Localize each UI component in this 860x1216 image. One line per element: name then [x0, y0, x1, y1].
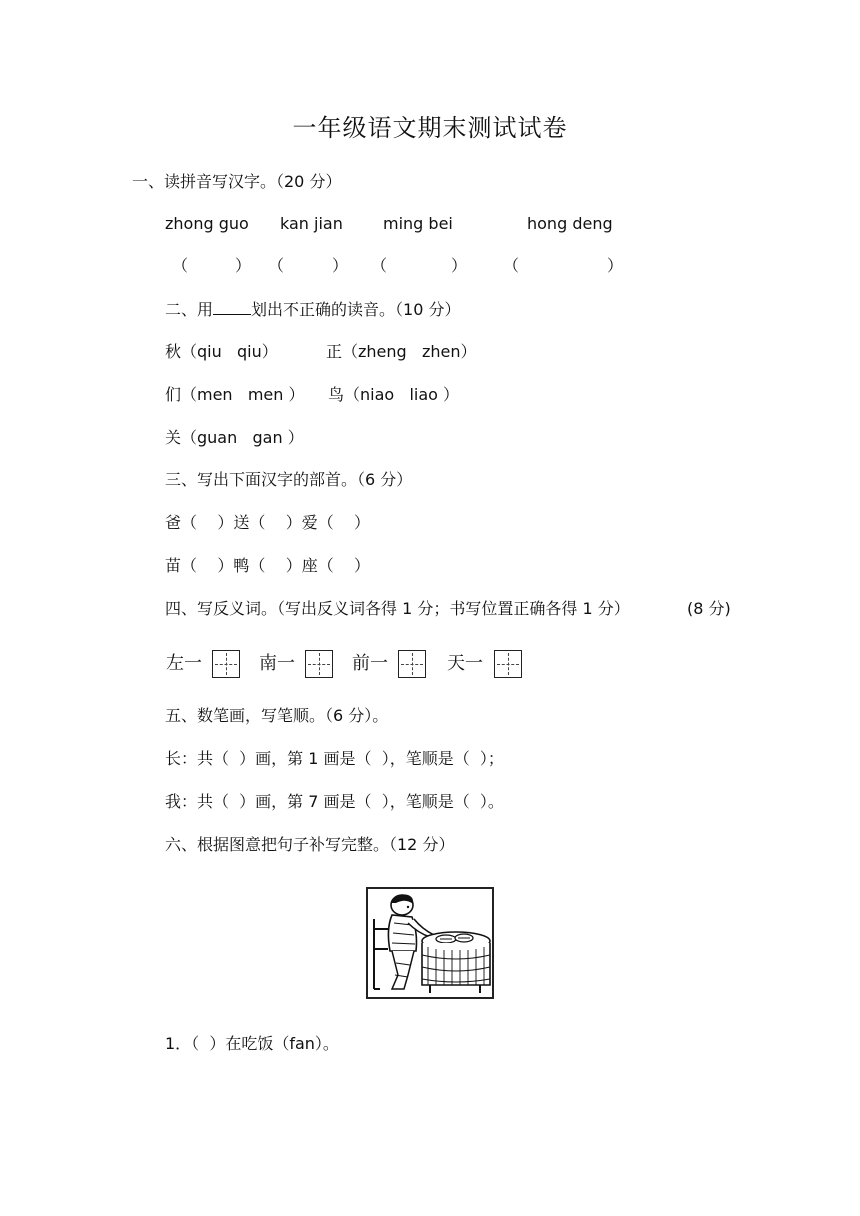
- answer-blank-open[interactable]: （: [503, 256, 520, 275]
- stroke-line: 我：共（ ）画，第 7 画是（ ），笔顺是（ ）。: [165, 792, 504, 811]
- antonym-prompt: 左一: [166, 653, 202, 674]
- question-1-heading: 一、读拼音写汉字。（20 分）: [132, 172, 342, 191]
- reading-option: 关（guan gan ）: [165, 428, 304, 447]
- question-6-heading: 六、根据图意把句子补写完整。（12 分）: [165, 835, 455, 854]
- heading-text: 划出不正确的读音。（10 分）: [251, 300, 461, 319]
- question-4-heading: 四、写反义词。（写出反义词各得 1 分；书写位置正确各得 1 分）: [165, 599, 630, 618]
- sentence-item: 1．（ ）在吃饭（fan）。: [165, 1034, 339, 1053]
- radical-line: 苗（ ）鸭（ ）座（ ）: [165, 556, 371, 575]
- page-title: 一年级语文期末测试试卷: [292, 114, 568, 142]
- pinyin-item: kan jian: [280, 214, 343, 233]
- answer-blank-open[interactable]: （: [371, 256, 388, 275]
- reading-option: 秋（qiu qiu）: [165, 342, 278, 361]
- reading-option: 鸟（niao liao ）: [328, 385, 460, 404]
- points-label: (8 分): [687, 599, 731, 618]
- illustration-drawing: [368, 889, 492, 997]
- stroke-line: 长：共（ ）画，第 1 画是（ ），笔顺是（ ）；: [165, 749, 504, 768]
- underline-blank: [213, 299, 251, 315]
- pinyin-item: ming bei: [383, 214, 453, 233]
- answer-blank-close: ）: [607, 256, 624, 275]
- reading-option: 正（zheng zhen）: [326, 342, 477, 361]
- pinyin-item: zhong guo: [165, 214, 249, 233]
- antonym-prompt: 前一: [352, 653, 388, 674]
- writing-grid-box[interactable]: [212, 650, 240, 678]
- writing-grid-box[interactable]: [494, 650, 522, 678]
- heading-text: 二、用: [165, 300, 214, 319]
- answer-blank-open[interactable]: （: [172, 256, 189, 275]
- answer-blank-close: ）: [332, 256, 349, 275]
- reading-option: 们（men men ）: [165, 385, 305, 404]
- question-2-heading: [165, 299, 460, 320]
- radical-line: 爸（ ）送（ ）爱（ ）: [165, 513, 371, 532]
- question-3-heading: 三、写出下面汉字的部首。（6 分）: [165, 470, 413, 489]
- answer-blank-close: ）: [235, 256, 252, 275]
- answer-blank-close: ）: [451, 256, 468, 275]
- writing-grid-box[interactable]: [305, 650, 333, 678]
- antonym-prompt: 天一: [447, 653, 483, 674]
- question-5-heading: 五、数笔画，写笔顺。（6 分）。: [165, 706, 389, 725]
- pinyin-item: hong deng: [527, 214, 613, 233]
- writing-grid-box[interactable]: [398, 650, 426, 678]
- antonym-prompt: 南一: [259, 653, 295, 674]
- boy-eating-illustration: [366, 887, 494, 999]
- answer-blank-open[interactable]: （: [268, 256, 285, 275]
